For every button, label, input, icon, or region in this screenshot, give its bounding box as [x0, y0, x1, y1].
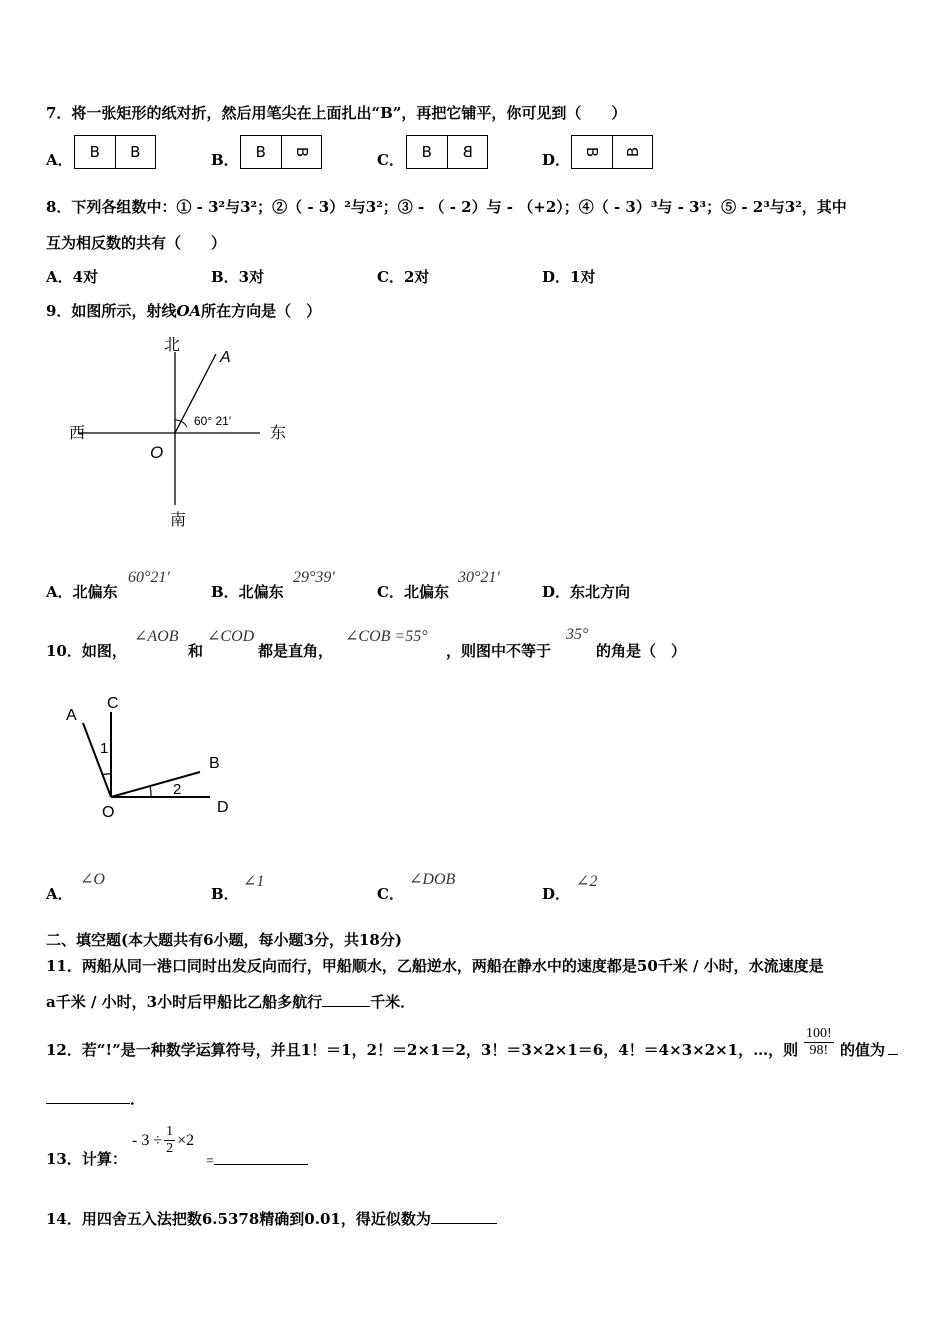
q14-text-content: 14．用四舍五入法把数6.5378精确到0.01，得近似数为 [46, 1210, 431, 1228]
q13-expr-b: ×2 [177, 1131, 195, 1149]
q10-suffix: 的角是（ ） [596, 642, 687, 660]
q7-option-b-label[interactable]: B． [211, 151, 239, 169]
q10-label-1: 1 [100, 740, 109, 757]
q11-line2-prefix: a千米 / 小时，3小时后甲船比乙船多航行 [46, 993, 323, 1011]
q12-frac-num: 100! [806, 1026, 832, 1041]
q13-answer-blank[interactable] [214, 1150, 308, 1165]
q9-compass-figure [60, 330, 320, 535]
q10-option-c-label[interactable]: C． [377, 885, 404, 903]
q9-stem [46, 300, 321, 321]
q10-angle-aob: ∠AOB [134, 628, 179, 645]
q12-suffix: 的值为 [840, 1041, 886, 1059]
q13-expression [132, 1124, 194, 1157]
q10-option-c-value: ∠DOB [409, 871, 456, 888]
q9-stem-prefix: 9．如图所示，射线 [46, 302, 177, 320]
q7-option-a-label[interactable]: A． [46, 151, 73, 169]
q10-and: 和 [188, 642, 204, 660]
q8-stem-line2: 互为相反数的共有（ ） [46, 234, 227, 252]
q9-ray-label: A [220, 349, 231, 366]
q9-north-label: 北 [164, 335, 181, 354]
q11-line1: 11．两船从同一港口同时出发反向而行，甲船顺水，乙船逆水，两船在静水中的速度都是50千米 / 小时，水流速度是 [46, 957, 824, 975]
q11-line2-suffix: 千米． [370, 993, 416, 1011]
q7-option-b-figure [240, 135, 322, 169]
q7-option-d-figure [571, 135, 653, 169]
q12-answer-blank[interactable] [46, 1089, 130, 1104]
q9-option-c-value: 30°21′ [458, 569, 500, 586]
q12-end: ． [130, 1090, 146, 1108]
q9-option-b-label[interactable]: B．北偏东 [211, 583, 284, 601]
q12-frac-den: 98! [809, 1043, 829, 1058]
q10-option-b-label[interactable]: B． [211, 885, 239, 903]
q7-option-c-figure [406, 135, 488, 169]
q10-label-o: O [102, 804, 115, 821]
q8-option-b[interactable]: B．3对 [211, 268, 265, 286]
q10-option-b-value: ∠1 [243, 873, 265, 890]
q12-fraction [804, 1026, 834, 1059]
q7-a-left: B [89, 143, 100, 161]
q7-option-c-label[interactable]: C． [377, 151, 404, 169]
q9-origin-label: O [150, 443, 164, 462]
q11-line2 [46, 991, 415, 1012]
q9-stem-suffix: 所在方向是（ ） [201, 302, 322, 320]
q10-label-2: 2 [173, 781, 182, 798]
q10-stem-prefix: 10．如图， [46, 642, 127, 660]
q10-label-c: C [107, 695, 119, 712]
q10-option-a-value: ∠O [80, 871, 105, 888]
q9-option-b-value: 29°39′ [293, 569, 335, 586]
section2-title: 二、填空题(本大题共有6小题，每小题3分，共18分) [46, 931, 402, 949]
q13-label: 13．计算： [46, 1150, 127, 1168]
q10-mid2: ，则图中不等于 [446, 642, 552, 660]
q7-option-d-label[interactable]: D． [542, 151, 571, 169]
q7-b-right: B [292, 146, 311, 158]
q13-expr-a: - 3 ÷ [132, 1131, 163, 1149]
q9-option-a-value: 60°21′ [128, 569, 170, 586]
q9-stem-var: OA [176, 302, 202, 320]
q14-answer-blank[interactable] [431, 1209, 497, 1224]
q9-option-a-label[interactable]: A．北偏东 [46, 583, 118, 601]
q10-mid: 都是直角， [258, 642, 334, 660]
q10-label-a: A [66, 707, 77, 724]
q12-line2 [46, 1088, 145, 1109]
q10-angle-cod: ∠COD [207, 628, 255, 645]
q10-angle-figure [55, 690, 255, 825]
q8-stem-line1: 8．下列各组数中：① - 3²与3²；②（ - 3）²与3²；③ - （ - 2）与 - （+2）；④（ - 3）³与 - 3³；⑤ - 2³与3²，其中 [46, 198, 847, 216]
q10-option-a-label[interactable]: A． [46, 885, 73, 903]
q10-label-d: D [217, 799, 229, 816]
q7-b-left: B [255, 143, 266, 161]
q13-frac-den: 2 [166, 1141, 174, 1156]
q8-option-d[interactable]: D．1对 [542, 268, 596, 286]
q7-a-right: B [115, 136, 156, 168]
q14-text [46, 1208, 497, 1229]
q13-frac-num: 1 [166, 1124, 174, 1139]
q7-stem: 7．将一张矩形的纸对折，然后用笔尖在上面扎出“B”，再把它铺平，你可见到（ ） [46, 104, 627, 122]
q9-east-label: 东 [270, 423, 287, 442]
q9-west-label: 西 [69, 423, 86, 442]
q10-value: 35° [566, 626, 589, 643]
q12-blank-tail [888, 1040, 898, 1059]
q10-option-d-label[interactable]: D． [542, 885, 571, 903]
q10-option-d-value: ∠2 [576, 873, 598, 890]
q7-d-left: B [582, 146, 601, 158]
q8-option-a[interactable]: A．4对 [46, 268, 99, 286]
q7-c-left: B [421, 143, 432, 161]
q7-c-right: B [462, 143, 473, 161]
q12-answer-blank-start[interactable] [888, 1040, 898, 1055]
q13-equals [206, 1150, 308, 1170]
q7-d-right: B [623, 146, 642, 158]
q9-angle-label: 60° 21′ [194, 414, 232, 428]
q11-answer-blank[interactable] [322, 992, 370, 1007]
q9-south-label: 南 [170, 510, 187, 529]
q10-label-b: B [209, 755, 220, 772]
q8-option-c[interactable]: C．2对 [377, 268, 430, 286]
q7-option-a-figure [74, 135, 156, 169]
q12-text: 12．若“!”是一种数学运算符号，并且1！＝1，2！＝2×1＝2，3！＝3×2×1＝6，4！＝4×3×2×1，…，则 [46, 1041, 799, 1059]
q9-option-c-label[interactable]: C．北偏东 [377, 583, 449, 601]
q9-option-d-label[interactable]: D．东北方向 [542, 583, 631, 601]
q13-eq: = [206, 1154, 214, 1169]
q10-given: ∠COB =55° [345, 628, 428, 645]
